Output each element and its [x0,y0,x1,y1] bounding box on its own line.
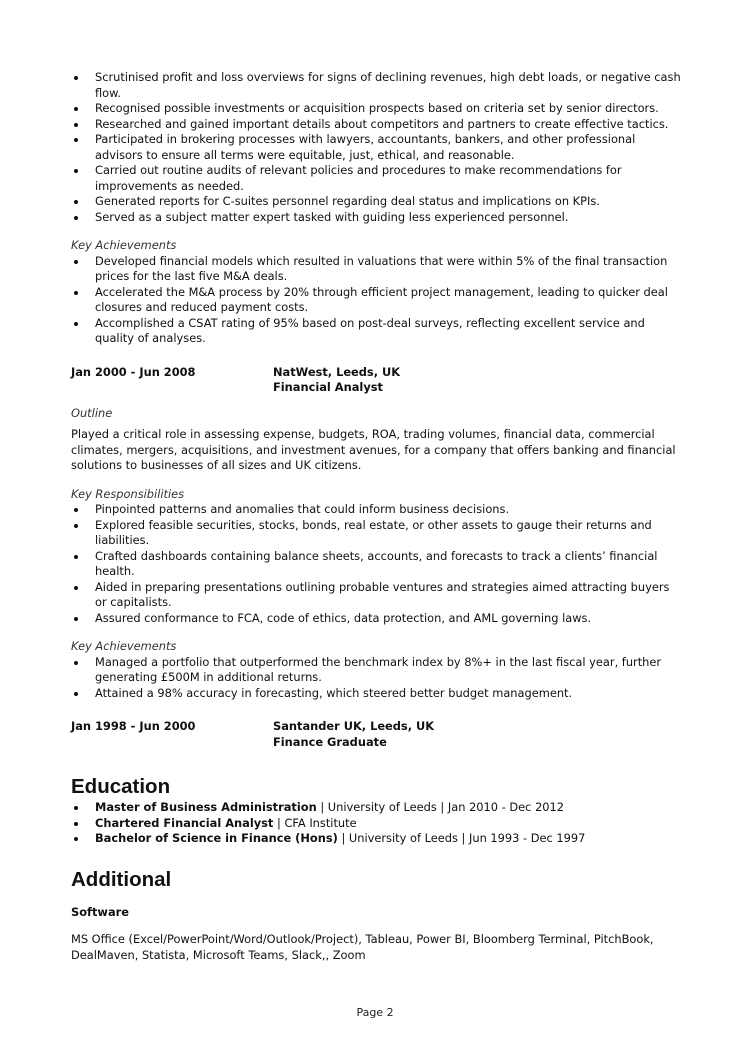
page-number: Page 2 [356,1006,394,1019]
additional-heading: Additional [71,867,172,891]
job-employer [273,365,400,396]
job-header-santander [71,719,683,750]
prev-job-achievements-list [71,254,683,347]
job-employer [273,719,434,750]
degree-name: Chartered Financial Analyst [95,815,274,830]
natwest-responsibilities-list [71,502,683,626]
degree-name: Master of Business Administration [95,800,317,814]
list-item: Aided in preparing presentations outlining probable ventures and strategies aimed attracting buyers or capitalists. [71,580,683,611]
list-item: Crafted dashboards containing balance sheets, accounts, and forecasts to track a clients’ financial health. [71,549,683,580]
list-item: Pinpointed patterns and anomalies that could inform business decisions. [71,502,683,518]
outline-label: Outline [71,405,113,420]
degree-details: | University of Leeds | Jan 2010 - Dec 2012 [316,800,565,814]
list-item: Accomplished a CSAT rating of 95% based on post-deal surveys, reflecting excellent service and quality of analyses. [71,316,683,347]
job-title: Financial Analyst [273,380,383,394]
software-text: MS Office (Excel/PowerPoint/Word/Outlook/Project), Tableau, Power BI, Bloomberg Terminal, PitchBook, DealMaven, Statista, Microsoft Teams, Slack,, Zoom [71,932,654,962]
job-outline-text: Played a critical role in assessing expense, budgets, ROA, trading volumes, financial data, commercial climates, mergers, acquisitions, and investment avenues, for a company that offers banking and financial solutions to businesses of all sizes and UK citizens. [71,427,676,472]
list-item: Recognised possible investments or acquisition prospects based on criteria set by senior directors. [71,101,683,117]
list-item: Scrutinised profit and loss overviews for signs of declining revenues, high debt loads, or negative cash flow. [71,70,683,101]
job-company: Santander UK, Leeds, UK [273,719,435,733]
education-list [71,800,683,847]
job-company: NatWest, Leeds, UK [273,364,401,379]
degree-name: Bachelor of Science in Finance (Hons) [95,831,338,845]
list-item: Researched and gained important details about competitors and partners to create effective tactics. [71,117,683,133]
education-item [71,831,683,847]
natwest-achievements-list [71,655,683,702]
job-title: Finance Graduate [273,734,387,749]
degree-details: | CFA Institute [273,815,357,830]
key-achievements-label: Key Achievements [71,639,177,653]
education-heading: Education [71,775,171,798]
job-dates: Jan 1998 - Jun 2000 [71,719,196,733]
software-label: Software [71,904,129,919]
education-item [71,800,683,816]
prev-job-responsibilities-list [71,70,683,225]
list-item: Explored feasible securities, stocks, bonds, real estate, or other assets to gauge their returns and liabilities. [71,518,683,549]
list-item: Attained a 98% accuracy in forecasting, which steered better budget management. [71,686,683,702]
job-header-natwest [71,365,683,396]
list-item: Assured conformance to FCA, code of ethics, data protection, and AML governing laws. [71,611,683,627]
education-item [71,816,683,832]
key-responsibilities-label: Key Responsibilities [71,486,185,501]
list-item: Developed financial models which resulted in valuations that were within 5% of the final transaction prices for the last five M&A deals. [71,254,683,285]
list-item: Served as a subject matter expert tasked with guiding less experienced personnel. [71,210,683,226]
degree-details: | University of Leeds | Jun 1993 - Dec 1997 [337,831,586,845]
list-item: Participated in brokering processes with lawyers, accountants, bankers, and other professional advisors to ensure all terms were equitable, just, ethical, and reasonable. [71,132,683,163]
list-item: Carried out routine audits of relevant policies and procedures to make recommendations for improvements as needed. [71,163,683,194]
resume-content [71,70,683,963]
list-item: Managed a portfolio that outperformed the benchmark index by 8%+ in the last fiscal year, further generating £500M in additional returns. [71,655,683,686]
key-achievements-label: Key Achievements [71,238,177,252]
list-item: Accelerated the M&A process by 20% through efficient project management, leading to quicker deal closures and reduced payment costs. [71,285,683,316]
list-item: Generated reports for C-suites personnel regarding deal status and implications on KPIs. [71,194,683,210]
job-dates: Jan 2000 - Jun 2008 [71,364,196,379]
